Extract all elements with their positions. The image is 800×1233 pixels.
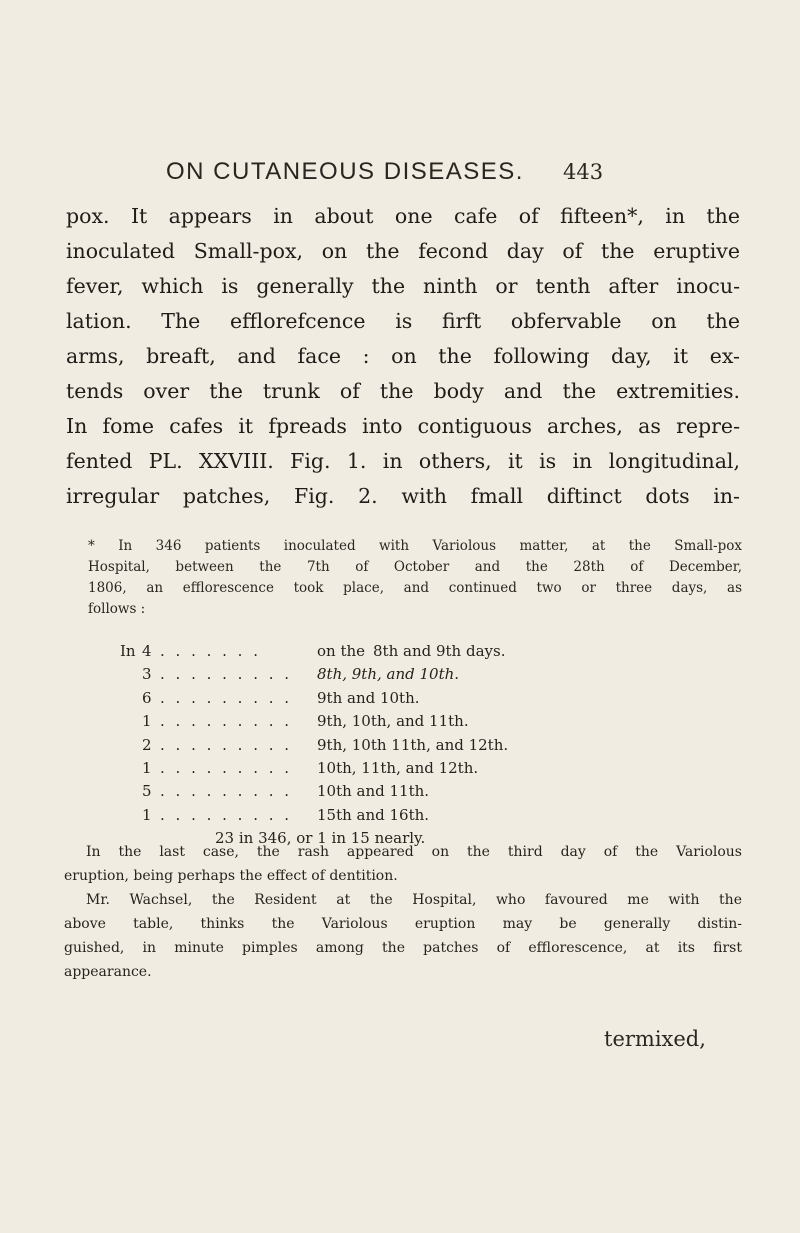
table-row (120, 804, 680, 827)
page-number: 443 (563, 160, 604, 184)
table-count: 1 (142, 712, 152, 731)
footnote (88, 536, 742, 620)
table-row (120, 663, 680, 686)
footnote-line: follows : (88, 601, 146, 617)
leader-dots: . . . . . . . (160, 642, 261, 660)
catchword: termixed, (604, 1027, 706, 1051)
leader-dots: . . . . . . . . . (160, 735, 293, 754)
table-row (120, 757, 680, 780)
table-count: 4 (142, 642, 152, 660)
table-days: 9th, 10th, and 11th. (317, 712, 469, 731)
table-days: 10th and 11th. (317, 782, 430, 801)
table-days: 15th and 16th. (317, 805, 430, 824)
table-count: 5 (142, 782, 152, 801)
footnote-line: eruption, being perhaps the effect of dentition. (64, 868, 398, 884)
body-line: tends over the trunk of the body and the extremities. (66, 379, 740, 403)
table-count: 1 (142, 758, 152, 777)
leader-dots: . . . . . . . . . (160, 782, 293, 801)
table-row (120, 734, 680, 757)
footnote-line: 1806, an efflorescence took place, and continued two or three days, as (88, 580, 742, 596)
in-label: In (120, 642, 136, 660)
table-row (120, 687, 680, 710)
footnote-line: In the last case, the rash appeared on the third day of the Variolous (86, 844, 742, 860)
table-prefix: on the (317, 642, 366, 660)
leader-dots: . . . . . . . . . (160, 665, 293, 684)
table-count: 3 (142, 665, 152, 684)
table-total: 23 in 346, or 1 in 15 nearly. (215, 829, 426, 848)
running-title: ON CUTANEOUS DISEASES. (166, 158, 524, 185)
table-row (120, 640, 680, 663)
footnote-line: above table, thinks the Variolous eruption may be generally distin- (64, 916, 742, 932)
table-days: 8th, 9th, and 10th. (317, 665, 460, 684)
leader-dots: . . . . . . . . . (160, 688, 293, 707)
table-days: 10th, 11th, and 12th. (317, 758, 479, 777)
table-days: 9th, 10th 11th, and 12th. (317, 735, 509, 754)
leader-dots: . . . . . . . . . (160, 805, 293, 824)
running-head (0, 158, 800, 188)
leader-dots: . . . . . . . . . (160, 758, 293, 777)
table-count: 2 (142, 735, 152, 754)
footnote-line: appearance. (64, 964, 152, 980)
table-row (120, 780, 680, 803)
body-line: fever, which is generally the ninth or tenth after inocu- (66, 274, 740, 298)
eruption-table (120, 640, 680, 851)
footnote-line: * In 346 patients inoculated with Variolous matter, at the Small-pox (88, 538, 742, 554)
footnote-line: guished, in minute pimples among the patches of efflorescence, at its first (64, 940, 742, 956)
body-line: irregular patches, Fig. 2. with fmall diftinct dots in- (66, 484, 740, 508)
body-line: inoculated Small-pox, on the fecond day of the eruptive (66, 239, 740, 263)
table-days: 8th and 9th days. (373, 642, 506, 660)
leader-dots: . . . . . . . . . (160, 712, 293, 731)
body-line: lation. The efflorefcence is firft obfervable on the (66, 309, 740, 333)
main-paragraph (66, 199, 740, 514)
table-count: 1 (142, 805, 152, 824)
table-days: 9th and 10th. (317, 688, 420, 707)
body-line: fented PL. XXVIII. Fig. 1. in others, it is in longitudinal, (66, 449, 740, 473)
body-line: arms, breaft, and face : on the following day, it ex- (66, 344, 740, 368)
footnote-line: Mr. Wachsel, the Resident at the Hospital, who favoured me with the (86, 892, 742, 908)
body-line: In fome cafes it fpreads into contiguous arches, as repre- (66, 414, 740, 438)
footnote-continuation (64, 840, 742, 984)
table-count: 6 (142, 688, 152, 707)
footnote-line: Hospital, between the 7th of October and the 28th of December, (88, 559, 742, 575)
table-row (120, 710, 680, 733)
body-line: pox. It appears in about one cafe of fifteen*, in the (66, 204, 740, 228)
